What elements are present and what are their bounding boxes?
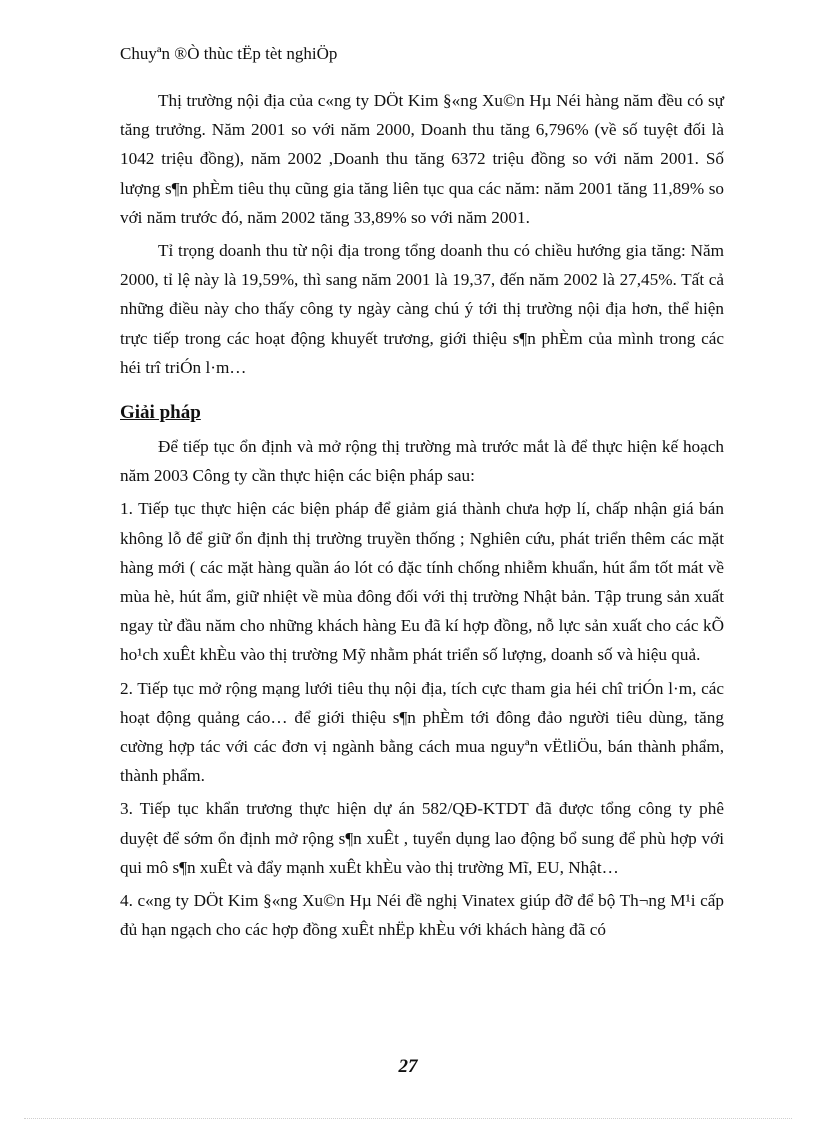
document-body <box>120 86 724 948</box>
list-item-3: 3. Tiếp tục khẩn trương thực hiện dự án 582/QĐ-KTDT đã được tổng công ty phê duyệt để sớm ổn định mở rộng s¶n xuÊt , tuyển dụng lao động bổ sung để phù hợp với qui mô s¶n xuÊt và đẩy mạnh xuÊt khÈu vào thị trường Mĩ, EU, Nhật… <box>120 799 724 877</box>
paragraph-domestic-market: Thị trường nội địa của c«ng ty DÖt Kim §«ng Xu©n Hµ Néi hàng năm đều có sự tăng trưởng. Năm 2001 so với năm 2000, Doanh thu tăng 6,796% (về số tuyệt đối là 1042 triệu đồng), năm 2002 ,Doanh thu tăng 6372 triệu đồng so với năm 2001. Số lượng s¶n phÈm tiêu thụ cũng gia tăng liên tục qua các năm: năm 2001 tăng 11,89% so với năm trước đó, năm 2002 tăng 33,89% so với năm 2001. <box>120 91 724 227</box>
list-item-2: 2. Tiếp tục mở rộng mạng lưới tiêu thụ nội địa, tích cực tham gia héi chî triÓn l·m, các hoạt động quảng cáo… để giới thiệu s¶n phÈm tới đông đảo người tiêu dùng, tăng cường hợp tác với các đơn vị ngành bằng cách mua nguyªn vËtliÖu, bán thành phẩm, thành phẩm. <box>120 678 724 786</box>
paragraph-revenue-share: Tỉ trọng doanh thu từ nội địa trong tổng doanh thu có chiều hướng gia tăng: Năm 2000, tỉ lệ này là 19,59%, thì sang năm 2001 là 19,37, đến năm 2002 là 27,45%. Tất cả những điều này cho thấy công ty ngày càng chú ý tới thị trường nội địa hơn, thể hiện trực tiếp trong các hoạt động khuyết trương, giới thiệu s¶n phÈm của mình trong các héi trî triÓn l·m… <box>120 241 724 377</box>
footer-divider <box>24 1118 792 1119</box>
paragraph-intro: Để tiếp tục ổn định và mở rộng thị trường mà trước mắt là để thực hiện kế hoạch năm 2003 Công ty cần thực hiện các biện pháp sau: <box>120 437 724 486</box>
list-item-4: 4. c«ng ty DÖt Kim §«ng Xu©n Hµ Néi đề nghị Vinatex giúp đỡ để bộ Th¬ng M¹i cấp đủ hạn ngạch cho các hợp đồng xuÊt nhËp khÈu với khách hàng đã có <box>120 891 724 940</box>
list-item-1: 1. Tiếp tục thực hiện các biện pháp để giảm giá thành chưa hợp lí, chấp nhận giá bán không lỗ để giữ ổn định thị trường truyền thống ; Nghiên cứu, phát triển thêm các mặt hàng mới ( các mặt hàng quần áo lót có đặc tính chống nhiễm khuẩn, hút ẩm tốt mát về mùa hè, hút ẩm, giữ nhiệt về mùa đông đối với thị trường Nhật bản. Tập trung sản xuất ngay từ đầu năm cho những khách hàng Eu đã kí hợp đồng, nỗ lực sản xuất cho các kÕ ho¹ch xuÊt khÈu vào thị trường Mỹ nhằm phát triển số lượng, doanh số và hiệu quả. <box>120 499 724 665</box>
running-header: Chuyªn ®Ò thùc tËp tèt nghiÖp <box>120 44 338 63</box>
section-heading: Giải pháp <box>120 402 201 424</box>
page-number: 27 <box>398 1056 418 1077</box>
